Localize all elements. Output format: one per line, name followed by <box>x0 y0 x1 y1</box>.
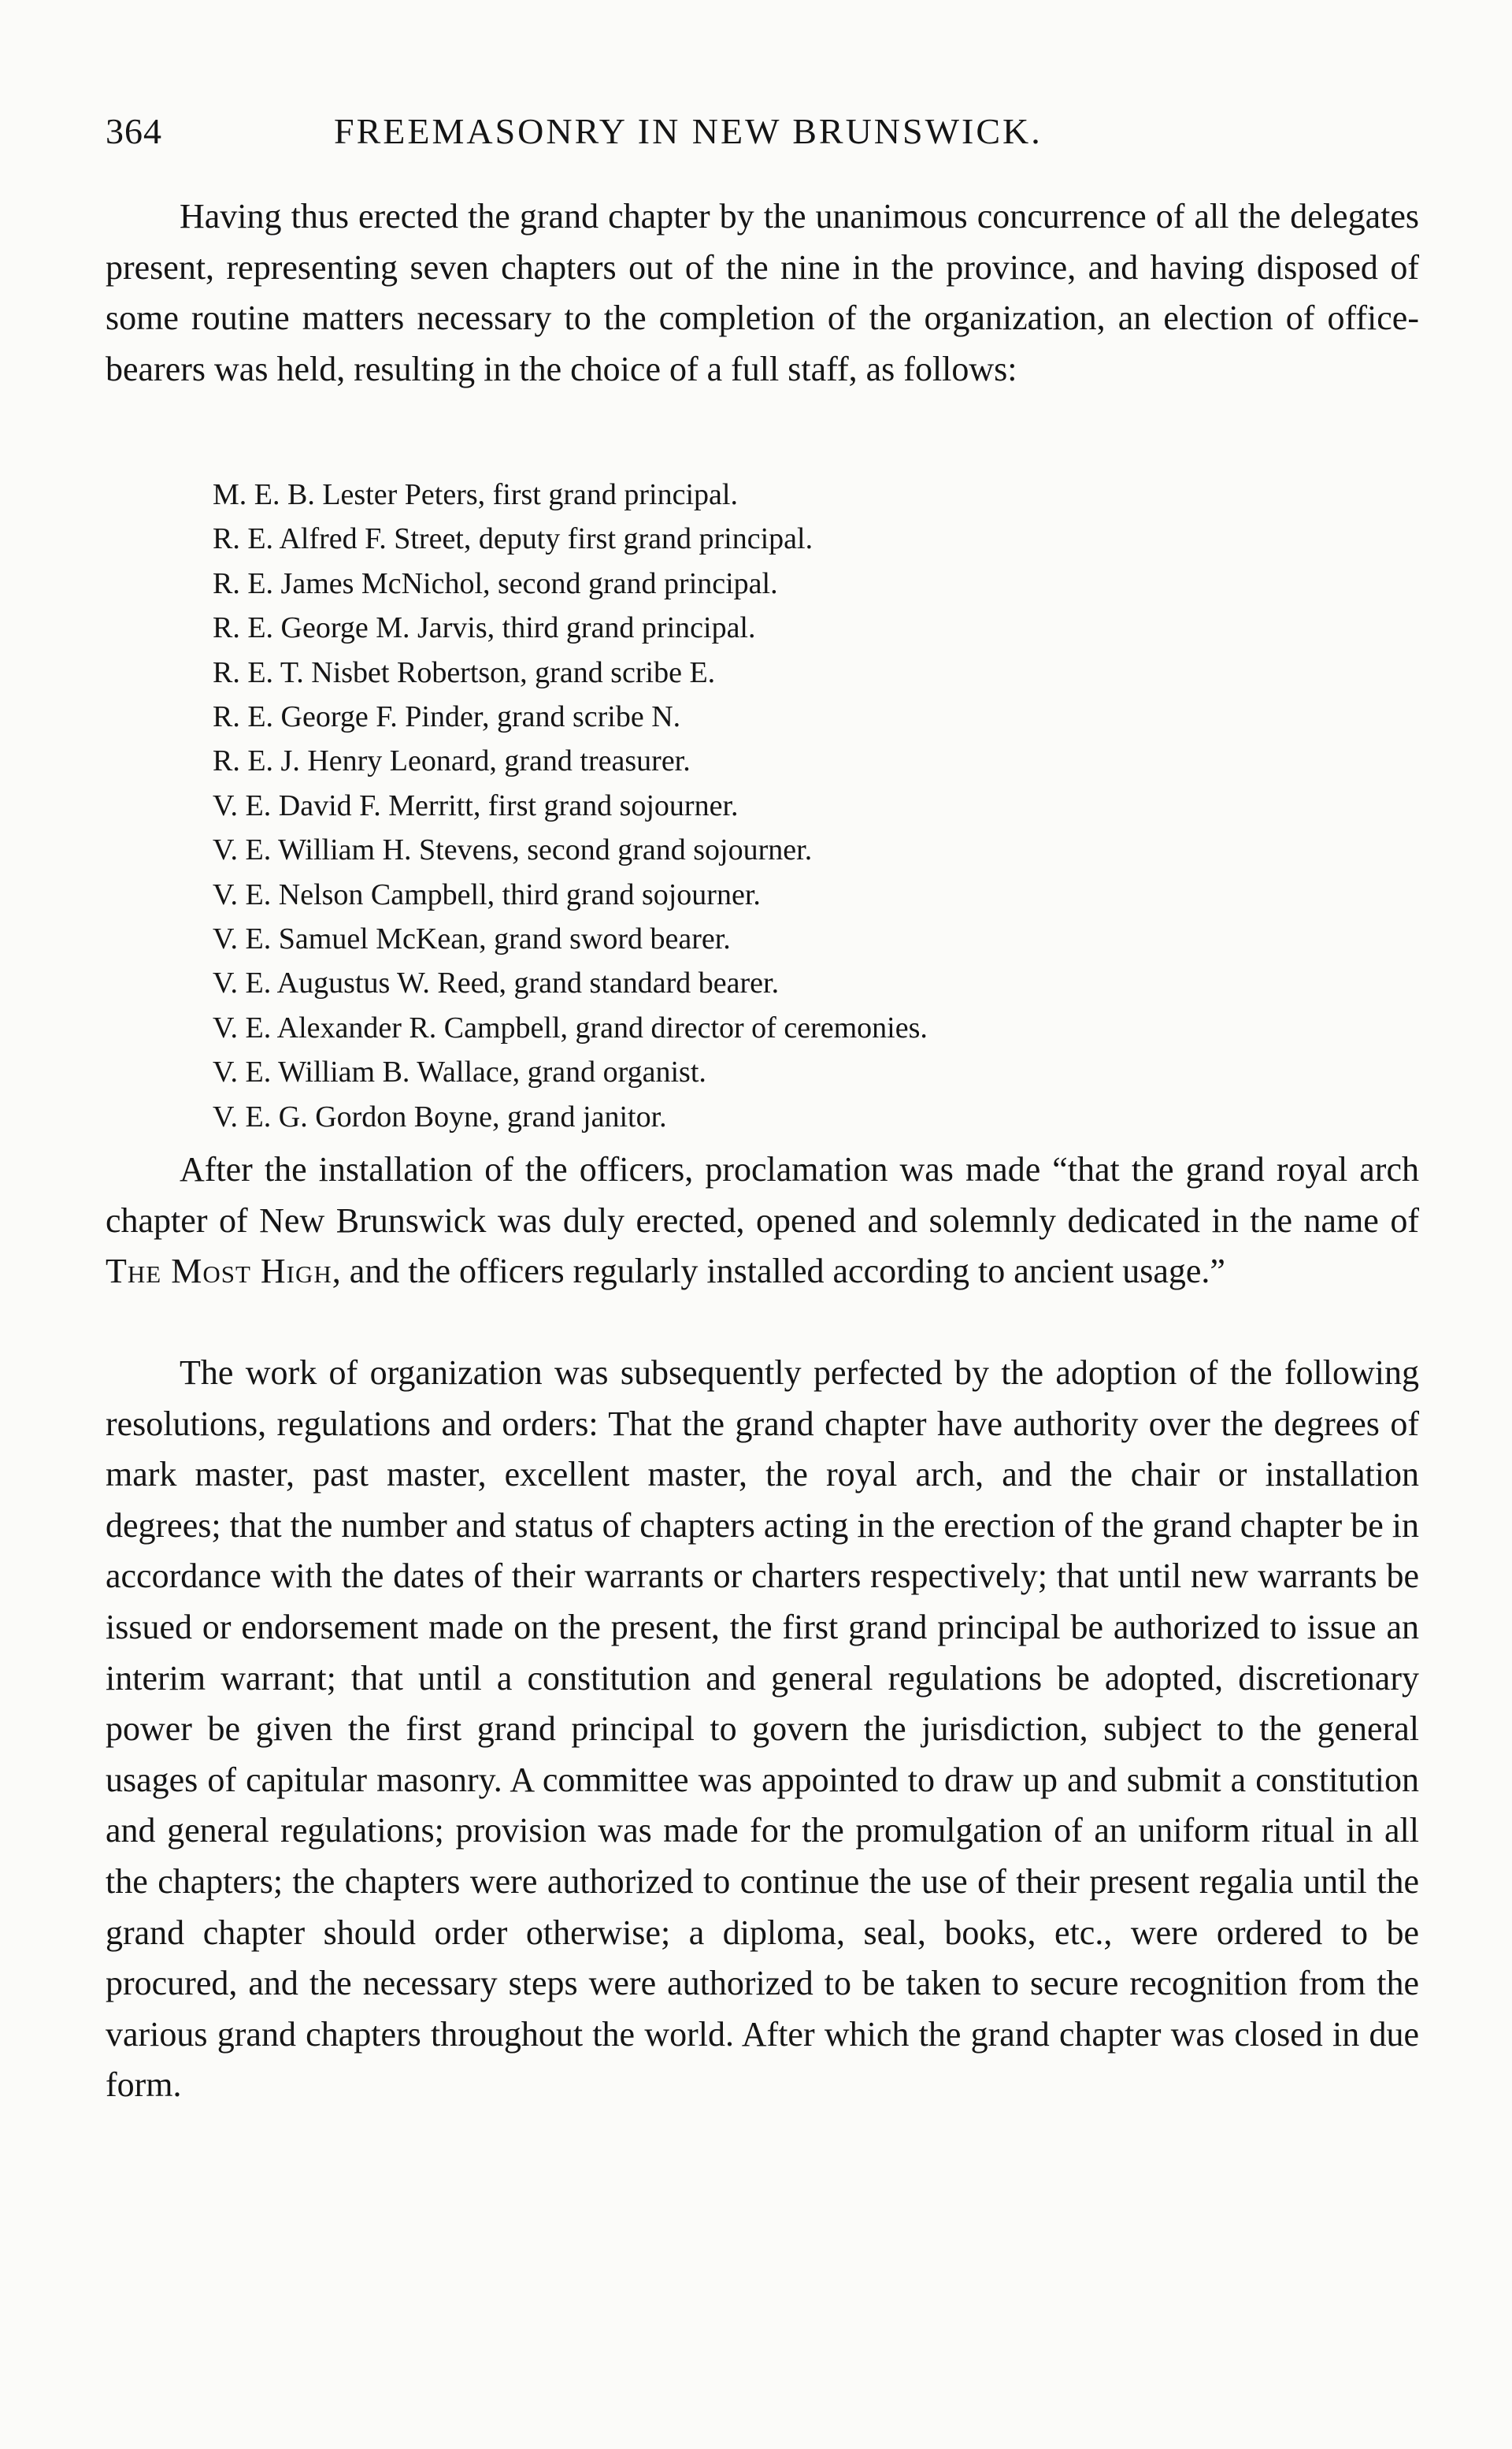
officer-item: R. E. J. Henry Leonard, grand treasurer. <box>213 744 691 778</box>
officer-item: V. E. Alexander R. Campbell, grand director of ceremonies. <box>213 1011 928 1045</box>
officer-list <box>213 473 1236 1139</box>
officer-item: V. E. Samuel McKean, grand sword bearer. <box>213 922 731 956</box>
officer-item: R. E. James McNichol, second grand principal. <box>213 566 778 600</box>
officer-item: V. E. William B. Wallace, grand organist. <box>213 1056 706 1089</box>
the-most-high: The Most High <box>106 1252 332 1291</box>
proclamation-text-end: , and the officers regularly installed according to ancient usage.” <box>332 1252 1225 1291</box>
officer-item: V. E. Augustus W. Reed, grand standard bearer. <box>213 967 780 1000</box>
officer-item: R. E. George F. Pinder, grand scribe N. <box>213 700 681 734</box>
page-header <box>106 110 1419 158</box>
running-head-title: FREEMASONRY IN NEW BRUNSWICK. <box>334 111 1043 151</box>
officer-item: R. E. Alfred F. Street, deputy first grand principal. <box>213 522 813 556</box>
officer-item: R. E. George M. Jarvis, third grand principal. <box>213 611 756 645</box>
page-number: 364 <box>106 111 162 151</box>
paragraph-election: Having thus erected the grand chapter by the unanimous concurrence of all the delegates present, representing seven chapters out of the nine in the province, and having disposed of some routine matters necessary to the completion of the organization, an election of office-bearers was held, resulting in the choice of a full staff, as follows: <box>106 197 1419 388</box>
officer-item: R. E. T. Nisbet Robertson, grand scribe E. <box>213 655 716 689</box>
paragraph-proclamation <box>106 1145 1419 1297</box>
officer-item: V. E. David F. Merritt, first grand sojourner. <box>213 789 739 822</box>
officer-item: V. E. Nelson Campbell, third grand sojourner. <box>213 878 761 911</box>
officer-item: V. E. G. Gordon Boyne, grand janitor. <box>213 1100 667 1134</box>
officer-item: V. E. William H. Stevens, second grand sojourner. <box>213 833 813 867</box>
proclamation-text-start: After the installation of the officers, proclamation was made “that the grand royal arch chapter of New Brunswick was duly erected, opened and solemnly dedicated in the name of <box>106 1150 1419 1240</box>
officer-item: M. E. B. Lester Peters, first grand principal. <box>213 478 738 511</box>
paragraph-organization: The work of organization was subsequently perfected by the adoption of the following resolutions, regulations and orders: That the grand chapter have authority over the degrees of mark master, past master, excellent master, the royal arch, and the chair or installation degrees; that the number and status of chapters acting in the erection of the grand chapter be in accordance with the dates of their warrants or charters respectively; that until new warrants be issued or endorsement made on the present, the first grand principal be authorized to issue an interim warrant; that until a constitution and general regulations be adopted, discretionary power be given the first grand principal to govern the jurisdiction, subject to the general usages of capitular masonry. A committee was appointed to draw up and submit a constitution and general regulations; provision was made for the promulgation of an uniform ritual in all the chapters; the chapters were authorized to continue the use of their present regalia until the grand chapter should order otherwise; a diploma, seal, books, etc., were ordered to be procured, and the necessary steps were authorized to be taken to secure recognition from the various grand chapters throughout the world. After which the grand chapter was closed in due form. <box>106 1353 1419 2105</box>
